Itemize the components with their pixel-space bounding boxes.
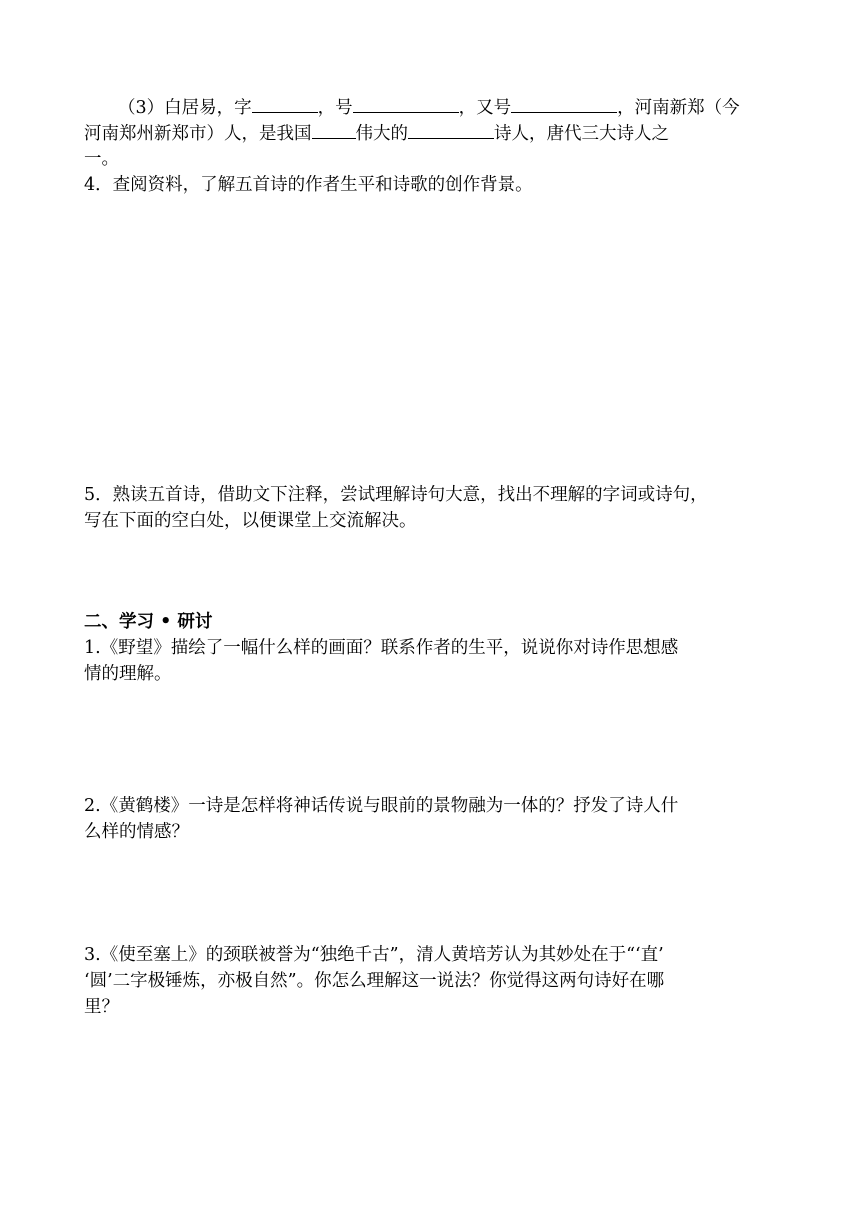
era-blank[interactable] <box>312 120 356 139</box>
discussion-q2-line1: 2.《黄鹤楼》一诗是怎样将神话传说与眼前的景物融为一体的？抒发了诗人什 <box>84 796 679 816</box>
other-art-name-blank[interactable] <box>511 94 617 113</box>
item3-line1 <box>118 94 778 121</box>
discussion-q1-line2: 情的理解。 <box>84 664 172 684</box>
question-5-line2: 写在下面的空白处，以便课堂上交流解决。 <box>84 511 417 531</box>
art-name-blank[interactable] <box>353 94 459 113</box>
discussion-q1-line1: 1.《野望》描绘了一幅什么样的画面？联系作者的生平，说说你对诗作思想感 <box>84 638 679 658</box>
item3-text: ，号 <box>317 98 353 118</box>
section-2-heading: 二、学习 • 研讨 <box>84 612 213 632</box>
item3-text: ，又号 <box>458 98 512 118</box>
question-4: 4．查阅资料，了解五首诗的作者生平和诗歌的创作背景。 <box>84 175 533 195</box>
item3-line3: 一。 <box>84 149 119 169</box>
poet-type-blank[interactable] <box>408 120 494 139</box>
item3-text: 诗人，唐代三大诗人之 <box>494 124 669 144</box>
item3-text: 河南郑州新郑市）人，是我国 <box>84 124 312 144</box>
item3-line2 <box>84 120 774 147</box>
item3-text: （3）白居易，字 <box>118 98 252 118</box>
item3-text: ，河南新郑（今 <box>617 98 740 118</box>
discussion-q3-line2: ‘圆’二字极锤炼，亦极自然”。你怎么理解这一说法？你觉得这两句诗好在哪 <box>84 971 665 991</box>
discussion-q2-line2: 么样的情感？ <box>84 822 189 842</box>
discussion-q3-line3: 里？ <box>84 997 119 1017</box>
courtesy-name-blank[interactable] <box>252 94 318 113</box>
item3-text: 伟大的 <box>355 124 408 144</box>
question-5-line1: 5．熟读五首诗，借助文下注释，尝试理解诗句大意，找出不理解的字词或诗句， <box>84 485 708 505</box>
discussion-q3-line1: 3.《使至塞上》的颈联被誉为“独绝千古”，清人黄培芳认为其妙处在于“‘直’ <box>84 945 664 965</box>
